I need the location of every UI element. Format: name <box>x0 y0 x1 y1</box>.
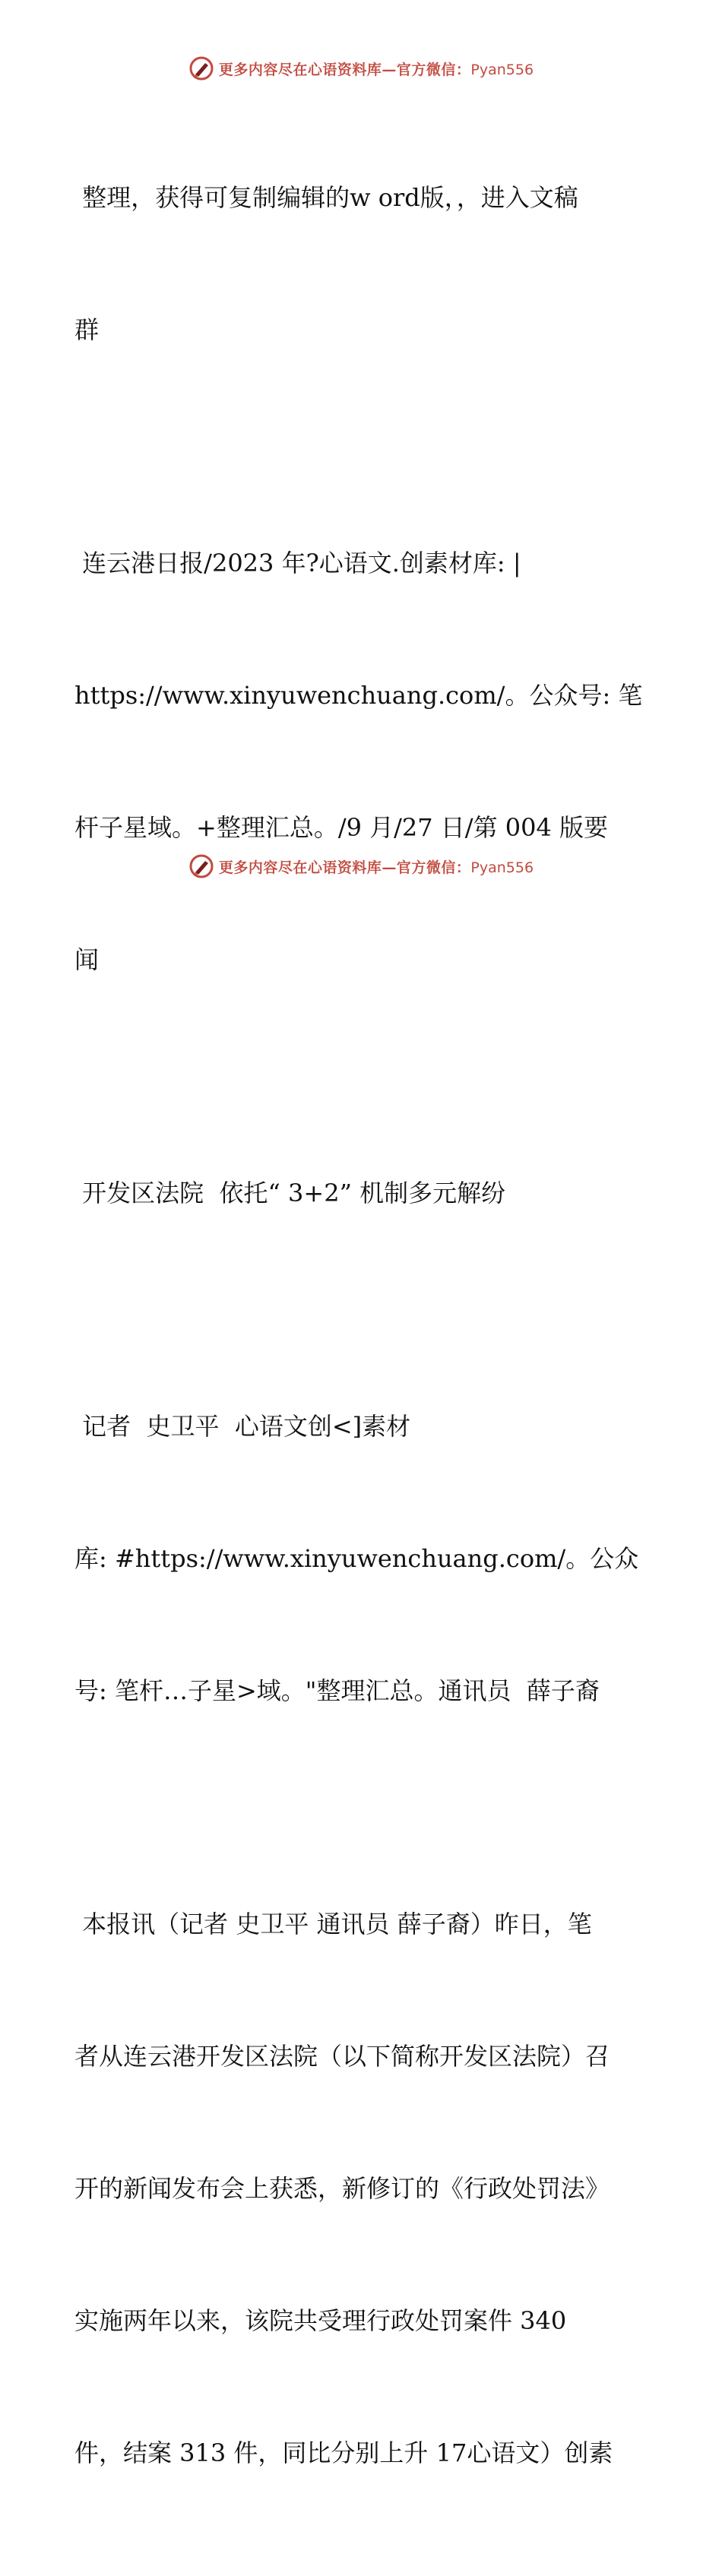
banner-text: 更多内容尽在心语资料库—官方微信：Pyan556 <box>218 859 534 876</box>
text-line: 记者 史卫平 心语文创<]素材 <box>74 1412 411 1441</box>
header-banner <box>0 53 722 84</box>
text-line: 杆子星域。+整理汇总。/9 月/27 日/第 004 版要 <box>74 813 609 842</box>
text-line: 者从连云港开发区法院（以下简称开发区法院）召 <box>74 2042 610 2071</box>
text-line: 开的新闻发布会上获悉，新修订的《行政处罚法》 <box>74 2174 610 2203</box>
text-line: https://www.xinyuwenchuang.com/。公众号: 笔 <box>74 681 643 710</box>
pen-logo-icon <box>188 853 214 879</box>
footer-banner <box>0 851 722 881</box>
banner-wechat-id: Pyan556 <box>470 859 534 876</box>
text-line: 群 <box>74 315 100 344</box>
banner-text: 更多内容尽在心语资料库—官方微信：Pyan556 <box>218 61 534 78</box>
text-line: 号: 笔杆…子星>域。"整理汇总。通讯员 薛子裔 <box>74 1676 600 1705</box>
text-line: 库: #https://www.xinyuwenchuang.com/。公众 <box>74 1544 639 1573</box>
text-line: 连云港日报/2023 年?心语文.创素材库: | <box>74 549 521 578</box>
text-line: 实施两年以来，该院共受理行政处罚案件 340 <box>74 2306 567 2335</box>
text-line: 整理，获得可复制编辑的w ord版，，进入文稿 <box>74 183 578 212</box>
text-line: 闻 <box>74 945 100 974</box>
paragraph <box>74 453 652 1070</box>
banner-wechat-id: Pyan556 <box>470 61 534 78</box>
text-line: 本报讯（记者 史卫平 通讯员 薛子裔）昨日，笔 <box>74 1910 592 1938</box>
text-line: 开发区法院 依托“ 3+2” 机制多元解纷 <box>74 1179 506 1207</box>
text-line: 件，结案 313 件，同比分别上升 17心语文）创素 <box>74 2438 613 2467</box>
document-body <box>74 87 652 2576</box>
byline <box>74 1316 652 1801</box>
pen-logo-icon <box>188 55 214 81</box>
article-title <box>74 1083 652 1303</box>
paragraph <box>74 87 652 440</box>
paragraph <box>74 1814 652 2563</box>
